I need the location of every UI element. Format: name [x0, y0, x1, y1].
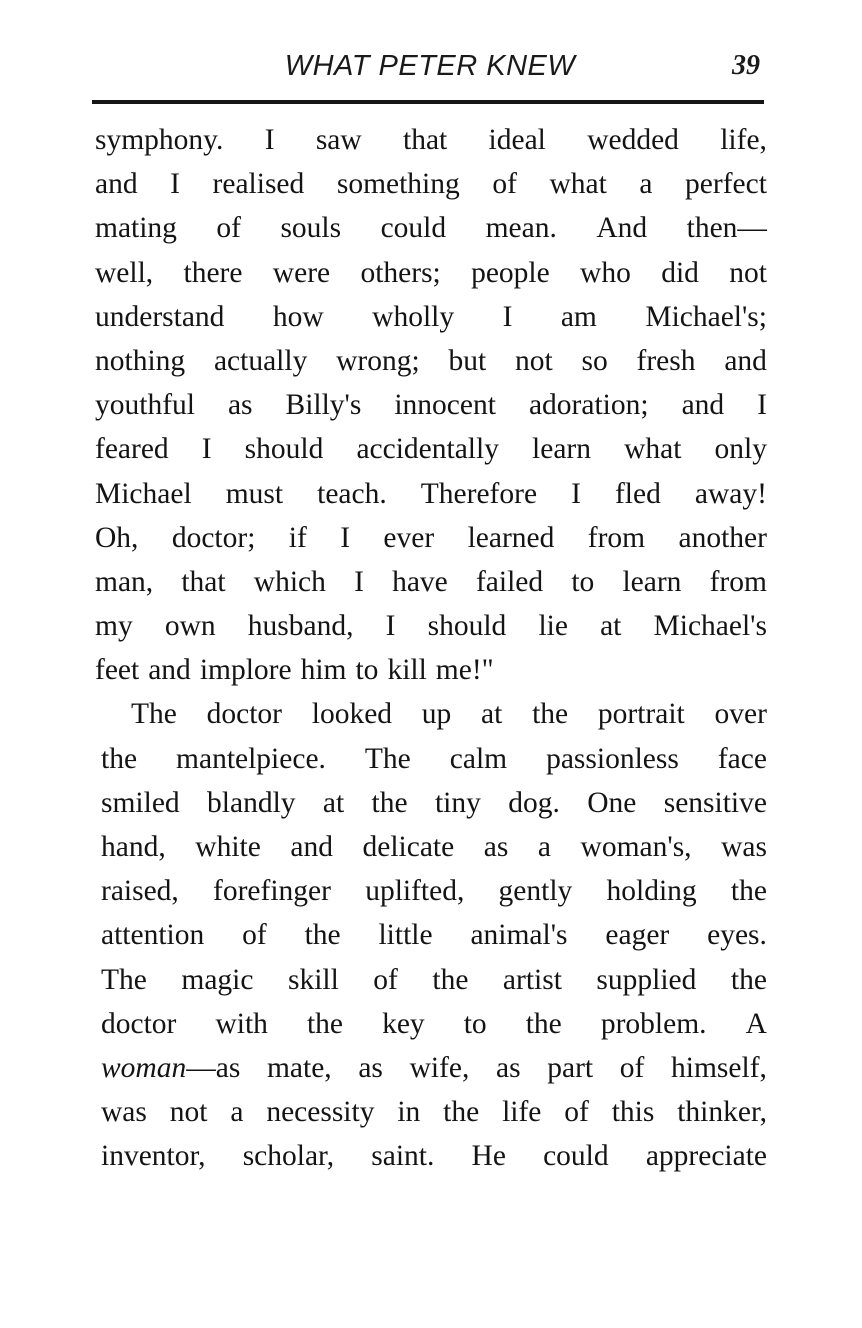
- page-number: 39: [732, 50, 760, 81]
- text-line: youthful as Billy's innocent adoration; and I: [95, 389, 767, 422]
- text-line: attention of the little animal's eager eyes.: [101, 919, 767, 952]
- text-line: The doctor looked up at the portrait over: [131, 698, 767, 731]
- text-line: my own husband, I should lie at Michael's: [95, 610, 767, 643]
- text-line: the mantelpiece. The calm passionless face: [101, 742, 767, 775]
- text-line: man, that which I have failed to learn from: [95, 565, 767, 598]
- text-line: hand, white and delicate as a woman's, was: [101, 831, 767, 863]
- text-line: inventor, scholar, saint. He could appreciate: [101, 1140, 767, 1173]
- text-line: understand how wholly I am Michael's;: [95, 300, 767, 333]
- text-line: doctor with the key to the problem. A: [101, 1007, 767, 1040]
- text-line: woman—as mate, as wife, as part of himself,: [101, 1051, 767, 1084]
- text-line: The magic skill of the artist supplied the: [101, 963, 767, 996]
- text-line: Michael must teach. Therefore I fled away!: [95, 477, 767, 510]
- text-line: was not a necessity in the life of this thinker,: [101, 1096, 767, 1129]
- header-rule: [92, 100, 764, 104]
- text-line: Oh, doctor; if I ever learned from another: [95, 521, 767, 554]
- text-line: mating of souls could mean. And then—: [95, 212, 767, 245]
- text-line: nothing actually wrong; but not so fresh and: [95, 344, 767, 377]
- text-line: feet and implore him to kill me!": [95, 654, 494, 687]
- text-line: smiled blandly at the tiny dog. One sensitive: [101, 786, 767, 819]
- running-head: [94, 46, 766, 90]
- body-text: [95, 118, 767, 1179]
- text-line: symphony. I saw that ideal wedded life,: [95, 124, 767, 156]
- text-line: raised, forefinger uplifted, gently holding the: [101, 875, 767, 908]
- text-line: well, there were others; people who did not: [95, 256, 767, 289]
- text-line: and I realised something of what a perfect: [95, 168, 767, 201]
- text-line: feared I should accidentally learn what only: [95, 433, 767, 466]
- running-title: WHAT PETER KNEW: [284, 50, 576, 82]
